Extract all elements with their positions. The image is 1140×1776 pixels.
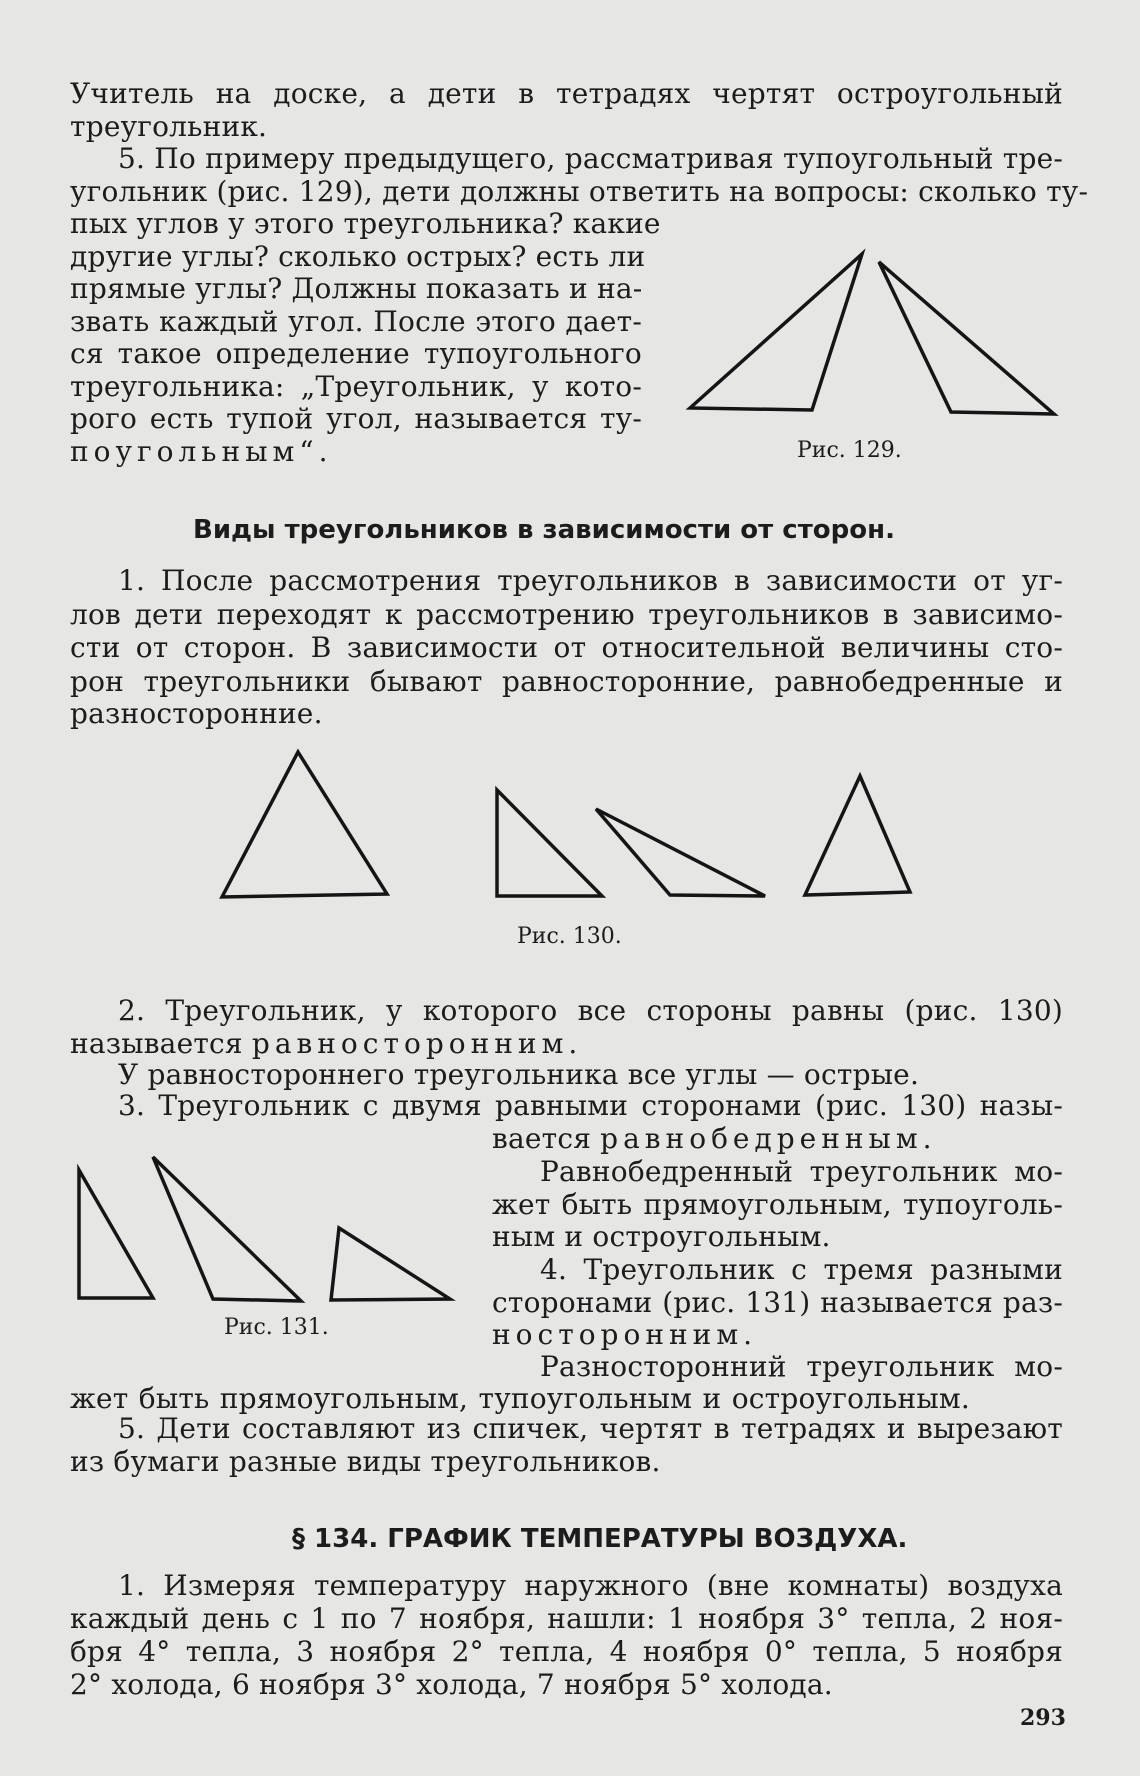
figure-129-triangles xyxy=(690,240,1070,420)
isosceles-line-1: 3. Треугольник с двумя равными сторонами (рис. 130) назы- xyxy=(118,1089,1063,1122)
figure-129-caption: Рис. 129. xyxy=(797,438,902,463)
obtuse-line-6: звать каждый угол. После этого дает- xyxy=(70,305,642,338)
figure-130-triangles xyxy=(220,748,920,908)
fig131-right-triangle xyxy=(79,1170,153,1298)
scalene-line-2: сторонами (рис. 131) называется раз- xyxy=(492,1286,1063,1319)
equilateral-line-1: 2. Треугольник, у которого все стороны равны (рис. 130) xyxy=(118,994,1063,1027)
fig130-equilateral-triangle xyxy=(222,752,387,897)
intro-line-1: Учитель на доске, а дети в тетрадях чертят остроугольный xyxy=(70,77,1063,110)
temperature-line-1: 1. Измеряя температуру наружного (вне комнаты) воздуха xyxy=(118,1569,1063,1602)
sides-line-1: 1. После рассмотрения треугольников в зависимости от уг- xyxy=(118,564,1063,597)
obtuse-line-5: прямые углы? Должны показать и на- xyxy=(70,272,643,305)
sides-line-2: лов дети переходят к рассмотрению треугольников в зависимо- xyxy=(70,598,1063,631)
obtuse-line-10: поугольным“. xyxy=(70,435,333,468)
obtuse-line-1: 5. По примеру предыдущего, рассматривая тупоугольный тре- xyxy=(118,142,1063,175)
fig129-triangle-left xyxy=(690,254,862,410)
temperature-line-2: каждый день с 1 по 7 ноября, нашли: 1 ноября 3° тепла, 2 ноя- xyxy=(70,1602,1063,1635)
fig130-acute-triangle xyxy=(805,776,910,895)
fig129-triangle-right xyxy=(879,262,1054,414)
matches-line-1: 5. Дети составляют из спичек, чертят в тетрадях и вырезают xyxy=(118,1412,1063,1445)
obtuse-line-7: ся такое определение тупоугольного xyxy=(70,337,642,370)
matches-line-2: из бумаги разные виды треугольников. xyxy=(70,1445,661,1478)
sides-line-3: сти от сторон. В зависимости от относительной величины сто- xyxy=(70,631,1063,664)
fig131-obtuse-triangle xyxy=(153,1157,301,1301)
page-number: 293 xyxy=(1020,1705,1066,1731)
obtuse-line-2: угольник (рис. 129), дети должны ответить на вопросы: сколько ту- xyxy=(70,175,1089,208)
sides-line-5: разносторонние. xyxy=(70,697,323,730)
term-isosceles: равнобедренным. xyxy=(600,1122,937,1155)
fig130-obtuse-triangle xyxy=(596,809,765,896)
isosceles-line-2: вается равнобедренным. xyxy=(492,1122,937,1155)
section-134-heading: § 134. ГРАФИК ТЕМПЕРАТУРЫ ВОЗДУХА. xyxy=(292,1524,908,1554)
obtuse-line-8: треугольника: „Треугольник, у кото- xyxy=(70,370,642,403)
figure-130-caption: Рис. 130. xyxy=(517,924,622,949)
temperature-line-3: бря 4° тепла, 3 ноября 2° тепла, 4 ноября 0° тепла, 5 ноября xyxy=(70,1635,1063,1668)
isosceles-line-5: ным и остроугольным. xyxy=(492,1220,831,1253)
temperature-line-4: 2° холода, 6 ноября 3° холода, 7 ноября 5° холода. xyxy=(70,1668,833,1701)
section-sides-heading: Виды треугольников в зависимости от сторон. xyxy=(193,515,895,545)
equilateral-line-3: У равностороннего треугольника все углы — острые. xyxy=(118,1058,920,1091)
obtuse-line-9: рого есть тупой угол, называется ту- xyxy=(70,402,642,435)
sides-line-4: рон треугольники бывают равносторонние, равнобедренные и xyxy=(70,665,1063,698)
fig131-acute-triangle xyxy=(331,1228,450,1300)
scalene-line-5: жет быть прямоугольным, тупоугольным и остроугольным. xyxy=(70,1382,970,1415)
isosceles-line-3: Равнобедренный треугольник мо- xyxy=(540,1155,1063,1188)
equilateral-line-2: называется равносторонним. xyxy=(70,1027,583,1060)
fig130-right-triangle xyxy=(497,790,602,896)
obtuse-line-4: другие углы? сколько острых? есть ли xyxy=(70,240,646,273)
intro-line-2: треугольник. xyxy=(70,110,268,143)
figure-131-triangles xyxy=(75,1155,475,1315)
obtuse-line-3: пых углов у этого треугольника? какие xyxy=(70,207,661,240)
scalene-line-4: Разносторонний треугольник мо- xyxy=(540,1350,1063,1383)
scalene-line-1: 4. Треугольник с тремя разными xyxy=(540,1253,1063,1286)
isosceles-line-4: жет быть прямоугольным, тупоуголь- xyxy=(492,1188,1063,1221)
scalene-line-3: носторонним. xyxy=(492,1318,757,1351)
figure-131-caption: Рис. 131. xyxy=(224,1315,329,1340)
term-equilateral: равносторонним. xyxy=(251,1027,583,1060)
